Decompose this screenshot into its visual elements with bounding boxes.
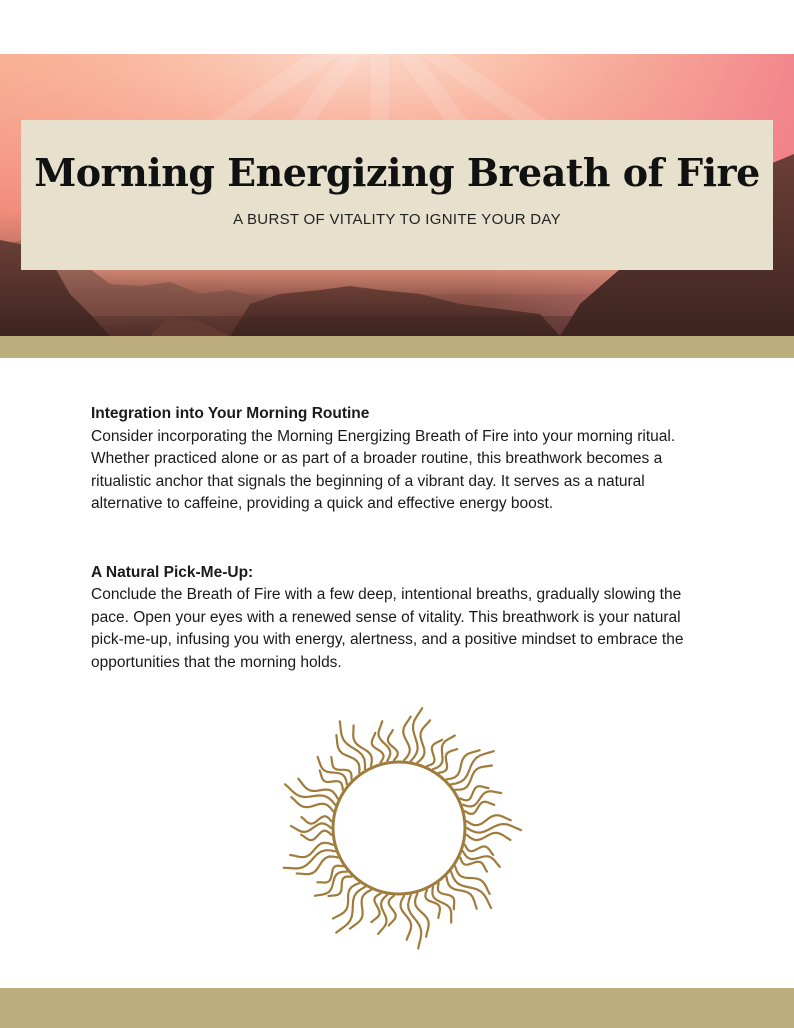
sun-ray (417, 720, 430, 762)
sun-ray (371, 894, 380, 923)
sun-ray (317, 866, 343, 883)
sun-ray (372, 733, 384, 763)
title-box (21, 120, 773, 270)
sun-ray (451, 751, 494, 784)
sun-ray (331, 757, 351, 779)
sun-ray (467, 833, 511, 840)
page-subtitle: A BURST OF VITALITY TO IGNITE YOUR DAY (233, 211, 561, 228)
footer-accent-band (0, 988, 794, 1028)
sun-icon (271, 700, 527, 956)
sun-ray (333, 883, 359, 918)
sun-ray (302, 816, 332, 824)
sun-ray (465, 845, 493, 855)
content-area (91, 403, 703, 720)
section-heading: Integration into Your Morning Routine (91, 405, 370, 422)
section-body: Consider incorporating the Morning Energizing Breath of Fire into your morning ritual. Whether practiced alone or as part of a broader routine, this breathwork becomes a ritualistic anchor that signals the beginning of a vibrant day. It serves as a natural alternative to caffeine, providing a quick and effective energy boost. (91, 427, 676, 512)
sun-ray (285, 784, 335, 804)
sun-ray (427, 740, 442, 766)
section-heading: A Natural Pick-Me-Up: (91, 563, 254, 581)
hero-accent-band (0, 336, 794, 358)
sun-ray (433, 736, 455, 770)
sun-ray (340, 721, 365, 769)
section-body: Conclude the Breath of Fire with a few deep, intentional breaths, gradually slowing the pace. Open your eyes with a renewed sense of vitality. This breathwork is your natural pick-me-up, infusing you with energy, alertness, and a positive mindset to embrace the opportunities that the morning holds. (91, 586, 684, 671)
sun-ray (447, 877, 477, 909)
section-pick-me-up (91, 562, 703, 675)
sun-ray (447, 750, 480, 779)
sun-ray (284, 850, 335, 868)
section-integration (91, 403, 703, 516)
sun-ray (389, 896, 396, 926)
page-title: Morning Energizing Breath of Fire (34, 150, 760, 195)
sun-ray (465, 802, 494, 814)
sun-ray (432, 887, 451, 923)
sun-ray (403, 717, 411, 761)
sun-ray (336, 735, 359, 773)
sun-ray (291, 797, 333, 811)
